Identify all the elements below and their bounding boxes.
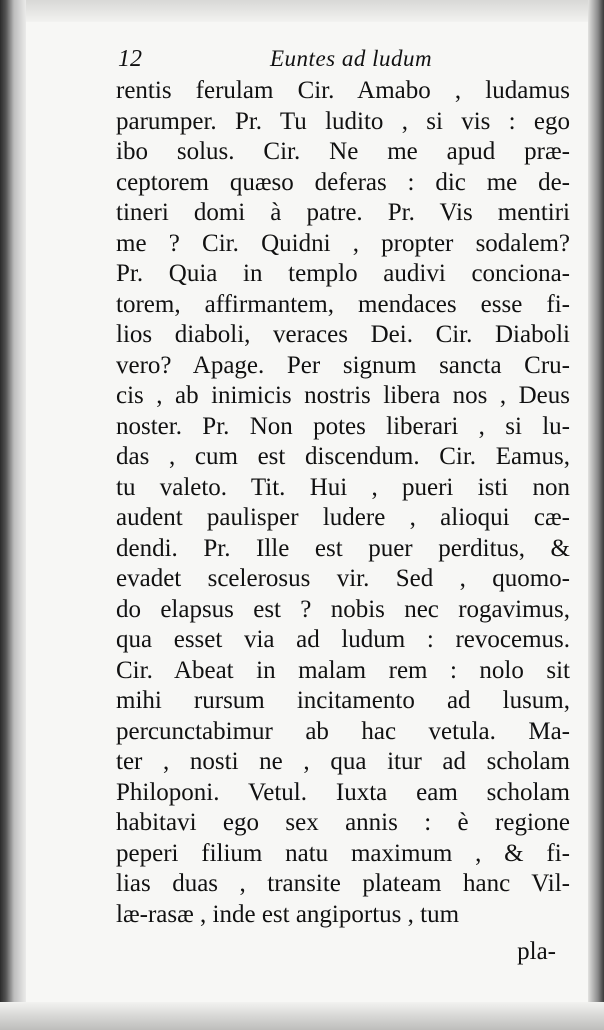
text-line: læ-rasæ , inde est angiportus , tum [116,900,460,928]
text-line: cis , ab inimicis nostris libera nos , Deus [116,382,570,409]
text-line: Pr. Quia in templo audivi concionа- [116,260,570,287]
text-line: me ? Cir. Quidni , propter sodalem? [116,229,570,257]
text-line: rentis ferulam Cir. Amabo , ludamus [116,77,570,104]
text-line: percunctabimur ab hac vetula. Ma- [116,717,570,745]
text-line: habitavi ego sex annis : è regione [116,809,570,836]
text-line: qua esset via ad ludum : revocemus. [116,626,570,653]
text-line: evadet scelerosus vir. Sed , quomo- [116,565,570,592]
text-line: lias duas , transite plateam hanc Vil- [116,870,570,897]
body-text [116,76,570,930]
page-gutter-shadow [0,0,26,1030]
text-line: audent paulisper ludere , alioqui cæ- [116,504,570,531]
page-top-edge [0,0,604,22]
text-line: tineri domi à patre. Pr. Vis mentiri [116,199,570,226]
text-line: dendi. Pr. Ille est puer perditus, & [116,534,570,562]
text-line: ter , nosti ne , qua itur ad scholam [116,748,570,775]
running-head [118,46,558,80]
text-line: lios diaboli, veraces Dei. Cir. Diaboli [116,321,570,348]
text-line: parumper. Pr. Tu ludito , si vis : ego [116,107,570,135]
text-line: torem, affirmantem, mendaces esse fi- [116,290,570,318]
text-line: ibo solus. Cir. Ne me apud præ- [116,138,570,165]
page-bottom-edge [0,1002,604,1030]
text-line: mihi rursum incitamento ad lusum, [116,687,570,714]
running-title: Euntes ad ludum [270,46,433,71]
text-line: noster. Pr. Non potes liberari , si lu- [116,412,570,440]
text-line: do elapsus est ? nobis nec rogavimus, [116,595,570,623]
text-line: Cir. Abeat in malam rem : nolo sit [116,656,570,684]
text-line: ceptorem quæso deferas : dic me de- [116,168,570,196]
text-line: tu valeto. Tit. Hui , pueri isti non [116,473,570,501]
text-line: das , cum est discendum. Cir. Eamus, [116,443,570,470]
text-line: Philoponi. Vetul. Iuxta eam scholam [116,778,570,806]
text-line: vero? Apage. Per signum sancta Cru- [116,351,570,379]
page-number: 12 [118,46,142,72]
page-right-edge [588,0,604,1030]
catchword: pla- [517,938,556,965]
text-line: peperi filium natu maximum , & fi- [116,839,570,867]
